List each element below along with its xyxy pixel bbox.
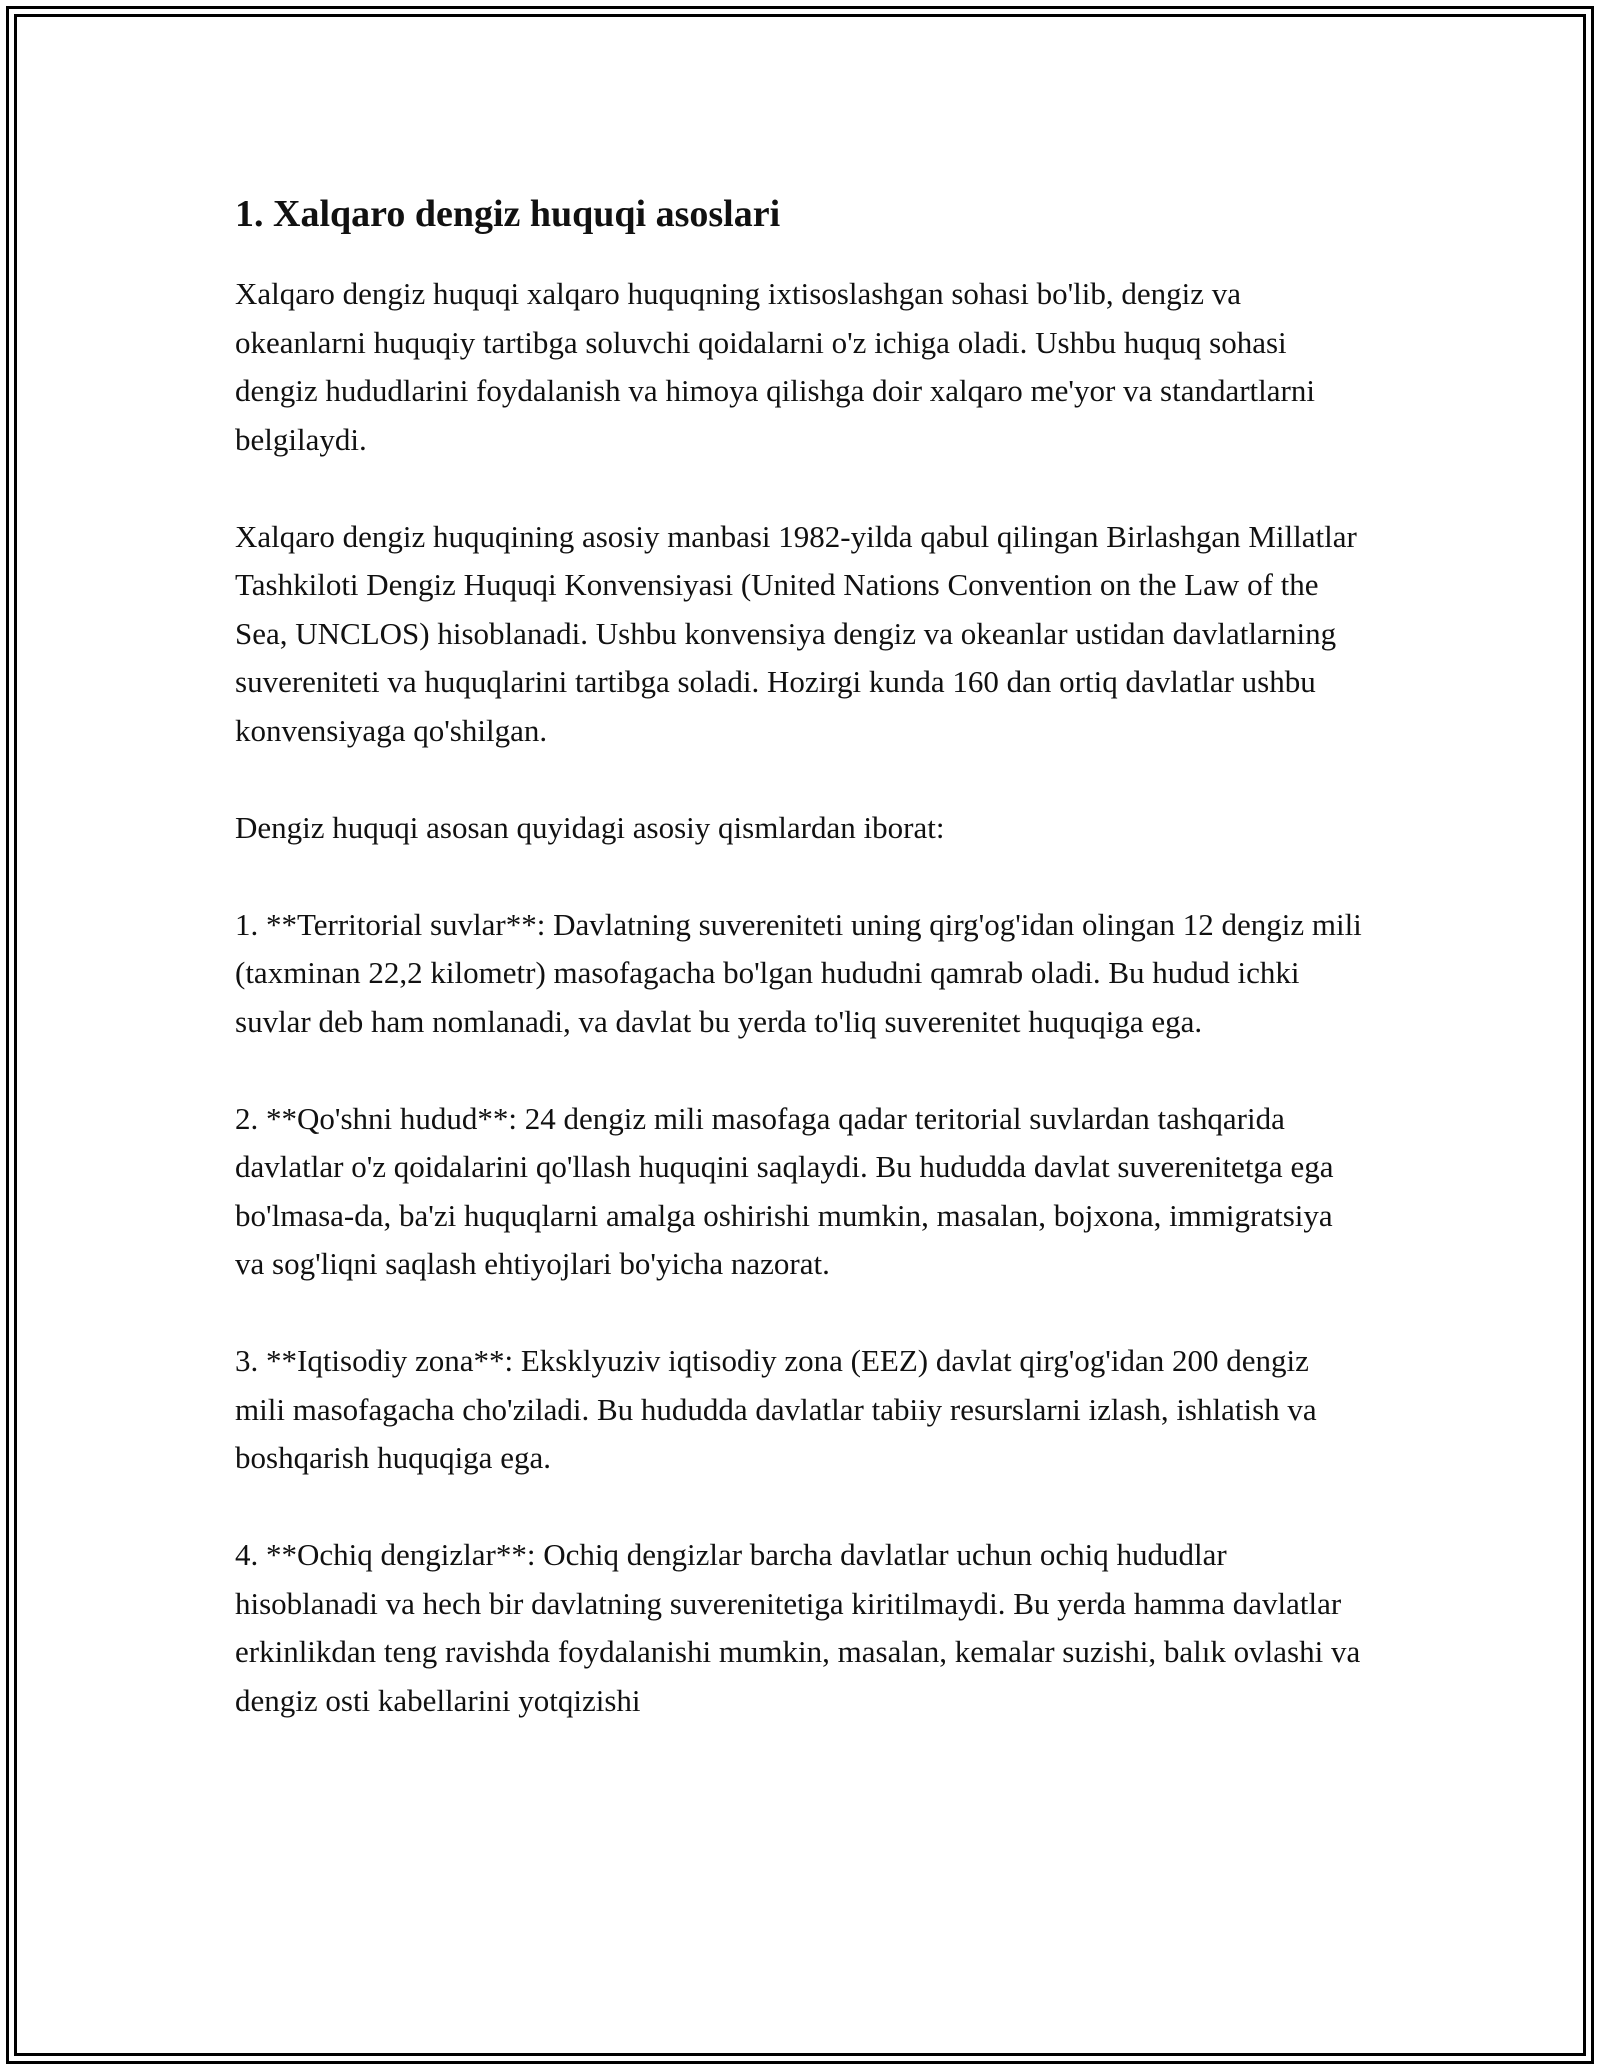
paragraph-intro: Xalqaro dengiz huquqi xalqaro huquqning ixtisoslashgan sohasi bo'lib, dengiz va okeanlarni huquqiy tartibga soluvchi qoidalarni o'z ichiga oladi. Ushbu huquq sohasi dengiz hududlarini foydalanish va himoya qilishga doir xalqaro me'yor va standartlarni belgilaydi. [235,276,1315,457]
document-title: 1. Xalqaro dengiz huquqi asoslari [235,193,781,235]
paragraph-parts-lead: Dengiz huquqi asosan quyidagi asosiy qismlardan iborat: [235,809,945,845]
paragraph-unclos: Xalqaro dengiz huquqining asosiy manbasi 1982-yilda qabul qilingan Birlashgan Millatlar Tashkiloti Dengiz Huquqi Konvensiyasi (United Nations Convention on the Law of the Sea, UNCLOS) hisoblanadi. Ushbu konvensiya dengiz va okeanlar ustidan davlatlarning suvereniteti va huquqlarini tartibga soladi. Hozirgi kunda 160 dan ortiq davlatlar ushbu konvensiyaga qo'shilgan. [235,518,1357,748]
list-item-economic-zone: 3. **Iqtisodiy zona**: Eksklyuziv iqtisodiy zona (EEZ) davlat qirg'og'idan 200 dengiz mili masofagacha cho'ziladi. Bu hududda davlatlar tabiiy resurslarni izlash, ishlatish va boshqarish huquqiga ega. [235,1343,1317,1475]
list-item-territorial-waters: 1. **Territorial suvlar**: Davlatning suvereniteti uning qirg'og'idan olingan 12 dengiz mili (taxminan 22,2 kilometr) masofagacha bo'lgan hududni qamrab oladi. Bu hudud ichki suvlar deb ham nomlanadi, va davlat bu yerda to'liq suverenitet huquqiga ega. [235,906,1362,1039]
list-item-contiguous-zone: 2. **Qo'shni hudud**: 24 dengiz mili masofaga qadar teritorial suvlardan tashqarida davlatlar o'z qoidalarini qo'llash huquqini saqlaydi. Bu hududda davlat suverenitetga ega bo'lmasa-da, ba'zi huquqlarni amalga oshirishi mumkin, masalan, bojxona, immigratsiya va sog'liqni saqlash ehtiyojlari bo'yicha nazorat. [235,1100,1334,1281]
list-item-high-seas: 4. **Ochiq dengizlar**: Ochiq dengizlar barcha davlatlar uchun ochiq hududlar hisoblanadi va hech bir davlatning suverenitetiga kiritilmaydi. Bu yerda hamma davlatlar erkinlikdan teng ravishda foydalanishi mumkin, masalan, kemalar suzishi, balık ovlashi va dengiz osti kabellarini yotqizishi [235,1537,1361,1718]
document-body [235,188,1365,1774]
